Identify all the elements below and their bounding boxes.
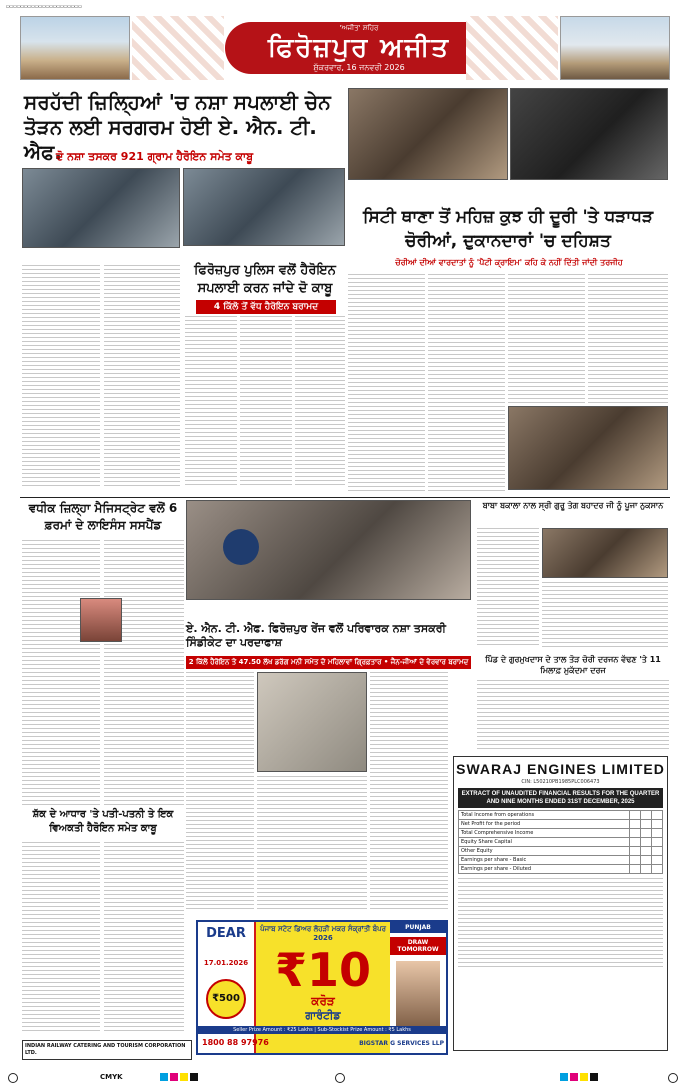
table-row xyxy=(459,865,663,874)
antf-logo xyxy=(223,529,259,565)
masthead-date: ਸ਼ੁੱਕਰਵਾਰ, 16 ਜਨਵਰੀ 2026 xyxy=(313,63,405,72)
lottery-prize: ₹10 xyxy=(274,943,372,997)
registration-mark xyxy=(668,1073,678,1083)
lottery-brand: DEAR xyxy=(206,926,246,941)
masthead-photo-right xyxy=(560,16,670,80)
gurudwara-headline: ਬਾਬਾ ਬਕਾਲਾ ਨਾਲ ਸ੍ਰੀ ਗੁਰੂ ਤੇਗ ਬਹਾਦਰ ਜੀ ਨੂੰ ਪੂਜਾ ਨੁਕਸਾਨ xyxy=(482,501,664,510)
lottery-ticket-price: ₹500 xyxy=(206,979,246,1019)
police-headline: ਫਿਰੋਜ਼ਪੁਰ ਪੁਲਿਸ ਵਲੋਂ ਹੈਰੋਇਨ ਸਪਲਾਈ ਕਰਨ ਜਾਂਦੇ ਦੋ ਕਾਬੂ xyxy=(194,263,336,296)
print-slug: ▭▭▭▭▭▭▭▭▭▭▭▭▭▭▭▭▭▭▭▭▭ xyxy=(6,3,82,10)
masthead-title: ਫਿਰੋਜ਼ਪੁਰ ਅਜੀਤ xyxy=(267,33,451,63)
lottery-title: ਪੰਜਾਬ ਸਟੇਟ ਡਿਅਰ ਲੋਹੜੀ ਮਕਰ ਸੰਕ੍ਰਾਂਤੀ ਬੰਪਰ 2026 xyxy=(260,925,386,942)
syndicate-body-col2 xyxy=(257,776,367,912)
lottery-seller-line: Seller Prize Amount : ₹25 Lakhs | Sub-Stockist Prize Amount : ₹5 Lakhs xyxy=(198,1026,446,1034)
color-swatch-cyan xyxy=(160,1073,168,1081)
police-body-col1 xyxy=(185,316,237,486)
case-body xyxy=(477,680,669,750)
table-cell: Earnings per share - Diluted xyxy=(459,865,630,874)
masthead-pattern-right xyxy=(466,16,558,80)
theft-body-col4 xyxy=(588,274,668,404)
lottery-draw-label: DRAW TOMORROW xyxy=(390,937,446,955)
table-row xyxy=(459,811,663,820)
nta-body-col1 xyxy=(22,265,100,487)
licence-body-col1 xyxy=(22,540,100,805)
table-cell: Earnings per share - Basic xyxy=(459,856,630,865)
police-subhead: 4 ਕਿੱਲੋ ਤੋਂ ਵੱਧ ਹੈਰੋਇਨ ਬਰਾਮਦ xyxy=(196,300,336,314)
photo-police-officers xyxy=(183,168,345,246)
photo-damaged-shop xyxy=(508,406,668,490)
table-cell: Total Comprehensive Income xyxy=(459,829,630,838)
table-row xyxy=(459,820,663,829)
color-swatch-yellow xyxy=(180,1073,188,1081)
lottery-state: PUNJAB xyxy=(390,922,446,933)
swaraj-results-table xyxy=(458,810,663,874)
couple-headline: ਸ਼ੱਕ ਦੇ ਆਧਾਰ 'ਤੇ ਪਤੀ-ਪਤਨੀ ਤੇ ਇਕ ਵਿਅਕਤੀ ਹੈਰੋਇਨ ਸਮੇਤ ਕਾਬੂ xyxy=(32,809,174,834)
photo-seized-drugs xyxy=(257,672,367,772)
theft-subhead: ਚੋਰੀਆਂ ਦੀਆਂ ਵਾਰਦਾਤਾਂ ਨੂੰ 'ਪੈਟੀ ਕ੍ਰਾਇਮ' ਕਹਿ ਕੇ ਨਹੀਂ ਦਿੱਤੀ ਜਾਂਦੀ ਤਰਜੀਹ xyxy=(395,258,623,267)
swaraj-extract-title: EXTRACT OF UNAUDITED FINANCIAL RESULTS FOR THE QUARTER AND NINE MONTHS ENDED 31ST DECEMBER, 2025 xyxy=(458,788,663,808)
table-cell: Other Equity xyxy=(459,847,630,856)
ad-irctc xyxy=(22,1040,192,1060)
nta-subhead: ਦੋ ਨਸ਼ਾ ਤਸਕਰ 921 ਗ੍ਰਾਮ ਹੈਰੋਇਨ ਸਮੇਤ ਕਾਬੂ xyxy=(56,150,254,163)
theft-headline: ਸਿਟੀ ਥਾਣਾ ਤੋਂ ਮਹਿਜ਼ ਕੁਝ ਹੀ ਦੂਰੀ 'ਤੇ ਧੜਾਧੜ ਚੋਰੀਆਂ, ਦੁਕਾਨਦਾਰਾਂ 'ਚ ਦਹਿਸ਼ਤ xyxy=(362,207,654,251)
color-swatch-yellow xyxy=(580,1073,588,1081)
registration-mark xyxy=(8,1073,18,1083)
gurudwara-body-col1 xyxy=(477,528,539,648)
color-swatch-magenta xyxy=(570,1073,578,1081)
table-row xyxy=(459,847,663,856)
color-swatch-cyan xyxy=(560,1073,568,1081)
theft-body-col3 xyxy=(508,274,585,404)
swaraj-notes xyxy=(458,878,663,968)
masthead-title-box xyxy=(225,22,493,74)
registration-mark xyxy=(335,1073,345,1083)
nta-body-col2 xyxy=(104,265,180,487)
photo-official xyxy=(80,598,122,642)
police-body-col2 xyxy=(240,316,292,486)
case-headline: ਪਿੰਡ ਦੇ ਗੁਰਮੁਖਦਾਸ ਦੇ ਤਾਲ ਤੋੜ ਚੋਰੀ ਦਰਜਨ ਵੱਢਣ 'ਤੇ 11 ਮਿਲਾਫ਼ ਮੁਕੱਦਮਾ ਦਰਜ xyxy=(485,655,661,675)
syndicate-body-col1 xyxy=(186,672,254,912)
table-row xyxy=(459,856,663,865)
color-swatch-black xyxy=(190,1073,198,1081)
color-swatch-black xyxy=(590,1073,598,1081)
table-cell: Total Income from operations xyxy=(459,811,630,820)
photo-antf-team xyxy=(186,500,471,600)
table-row xyxy=(459,829,663,838)
masthead-pattern-left xyxy=(132,16,224,80)
nta-headline: ਸਰਹੱਦੀ ਜ਼ਿਲ੍ਹਿਆਂ 'ਚ ਨਸ਼ਾ ਸਪਲਾਈ ਚੇਨ ਤੋੜਨ ਲਈ ਸਰਗਰਮ ਹੋਈ ਏ. ਐਨ. ਟੀ. ਐਫ. xyxy=(24,90,331,164)
divider xyxy=(20,497,670,498)
photo-press-conference xyxy=(22,168,180,248)
police-body-col3 xyxy=(295,316,345,486)
lottery-prize-unit: ਕਰੋੜ xyxy=(311,994,335,1008)
lottery-draw-date: 17.01.2026 xyxy=(203,959,249,967)
lottery-model-photo xyxy=(396,961,440,1031)
photo-shop-shutter xyxy=(348,88,508,180)
ad-punjab-lottery xyxy=(196,920,448,1055)
footer-slug: CMYK xyxy=(100,1073,123,1081)
licence-headline: ਵਧੀਕ ਜ਼ਿਲ੍ਹਾ ਮੈਜਿਸਟ੍ਰੇਟ ਵਲੋਂ 6 ਫ਼ਰਮਾਂ ਦੇ ਲਾਇਸੰਸ ਸਸਪੈਂਡ xyxy=(28,501,178,532)
theft-body-col1 xyxy=(348,274,425,494)
lottery-phone: 1800 88 97976 xyxy=(202,1038,269,1047)
masthead xyxy=(20,16,670,82)
gurudwara-body-col2 xyxy=(542,582,668,648)
swaraj-company-name: SWARAJ ENGINES LIMITED xyxy=(456,761,665,777)
lottery-guarantee: ਗਾਰੰਟੀਡ xyxy=(305,1009,341,1022)
table-cell: Net Profit for the period xyxy=(459,820,630,829)
couple-body-col1 xyxy=(22,842,100,1032)
color-swatch-magenta xyxy=(170,1073,178,1081)
table-cell: Equity Share Capital xyxy=(459,838,630,847)
syndicate-subhead: 2 ਕਿੱਲੋ ਹੈਰੋਇਨ ਤੇ 47.50 ਲੱਖ ਡਰੱਗ ਮਨੀ ਸਮੇਤ ਦੋ ਮਹਿਲਾਵਾਂ ਗ੍ਰਿਫ਼ਤਾਰ • ਜੈਨ-ਜੀਆਂ ਦੇ ਵੇਰਵਾਰ ਬਰਾਮਦ xyxy=(186,656,471,669)
table-row xyxy=(459,838,663,847)
ad-swaraj-engines xyxy=(453,756,668,1051)
photo-shop-front xyxy=(510,88,668,180)
masthead-tagline: 'ਅਜੀਤ' ਸ਼ਹਿਰ xyxy=(339,24,379,32)
lottery-agent: BIGSTAR G SERVICES LLP xyxy=(359,1040,444,1047)
syndicate-headline: ਏ. ਐਨ. ਟੀ. ਐਫ. ਫਿਰੋਜ਼ਪੁਰ ਰੇਂਜ ਵਲੋਂ ਪਰਿਵਾਰਕ ਨਸ਼ਾ ਤਸਕਰੀ ਸਿੰਡੀਕੇਟ ਦਾ ਪਰਦਾਫਾਸ਼ xyxy=(186,622,446,649)
licence-body-col2 xyxy=(104,540,184,805)
irctc-name: INDIAN RAILWAY CATERING AND TOURISM CORPORATION LTD. xyxy=(25,1043,186,1056)
theft-body-col2 xyxy=(428,274,505,494)
swaraj-cin: CIN: L50210PB1985PLC006473 xyxy=(521,779,600,785)
masthead-photo-left xyxy=(20,16,130,80)
couple-body-col2 xyxy=(104,842,184,1032)
syndicate-body-col3 xyxy=(370,672,448,912)
photo-gurudwara xyxy=(542,528,668,578)
